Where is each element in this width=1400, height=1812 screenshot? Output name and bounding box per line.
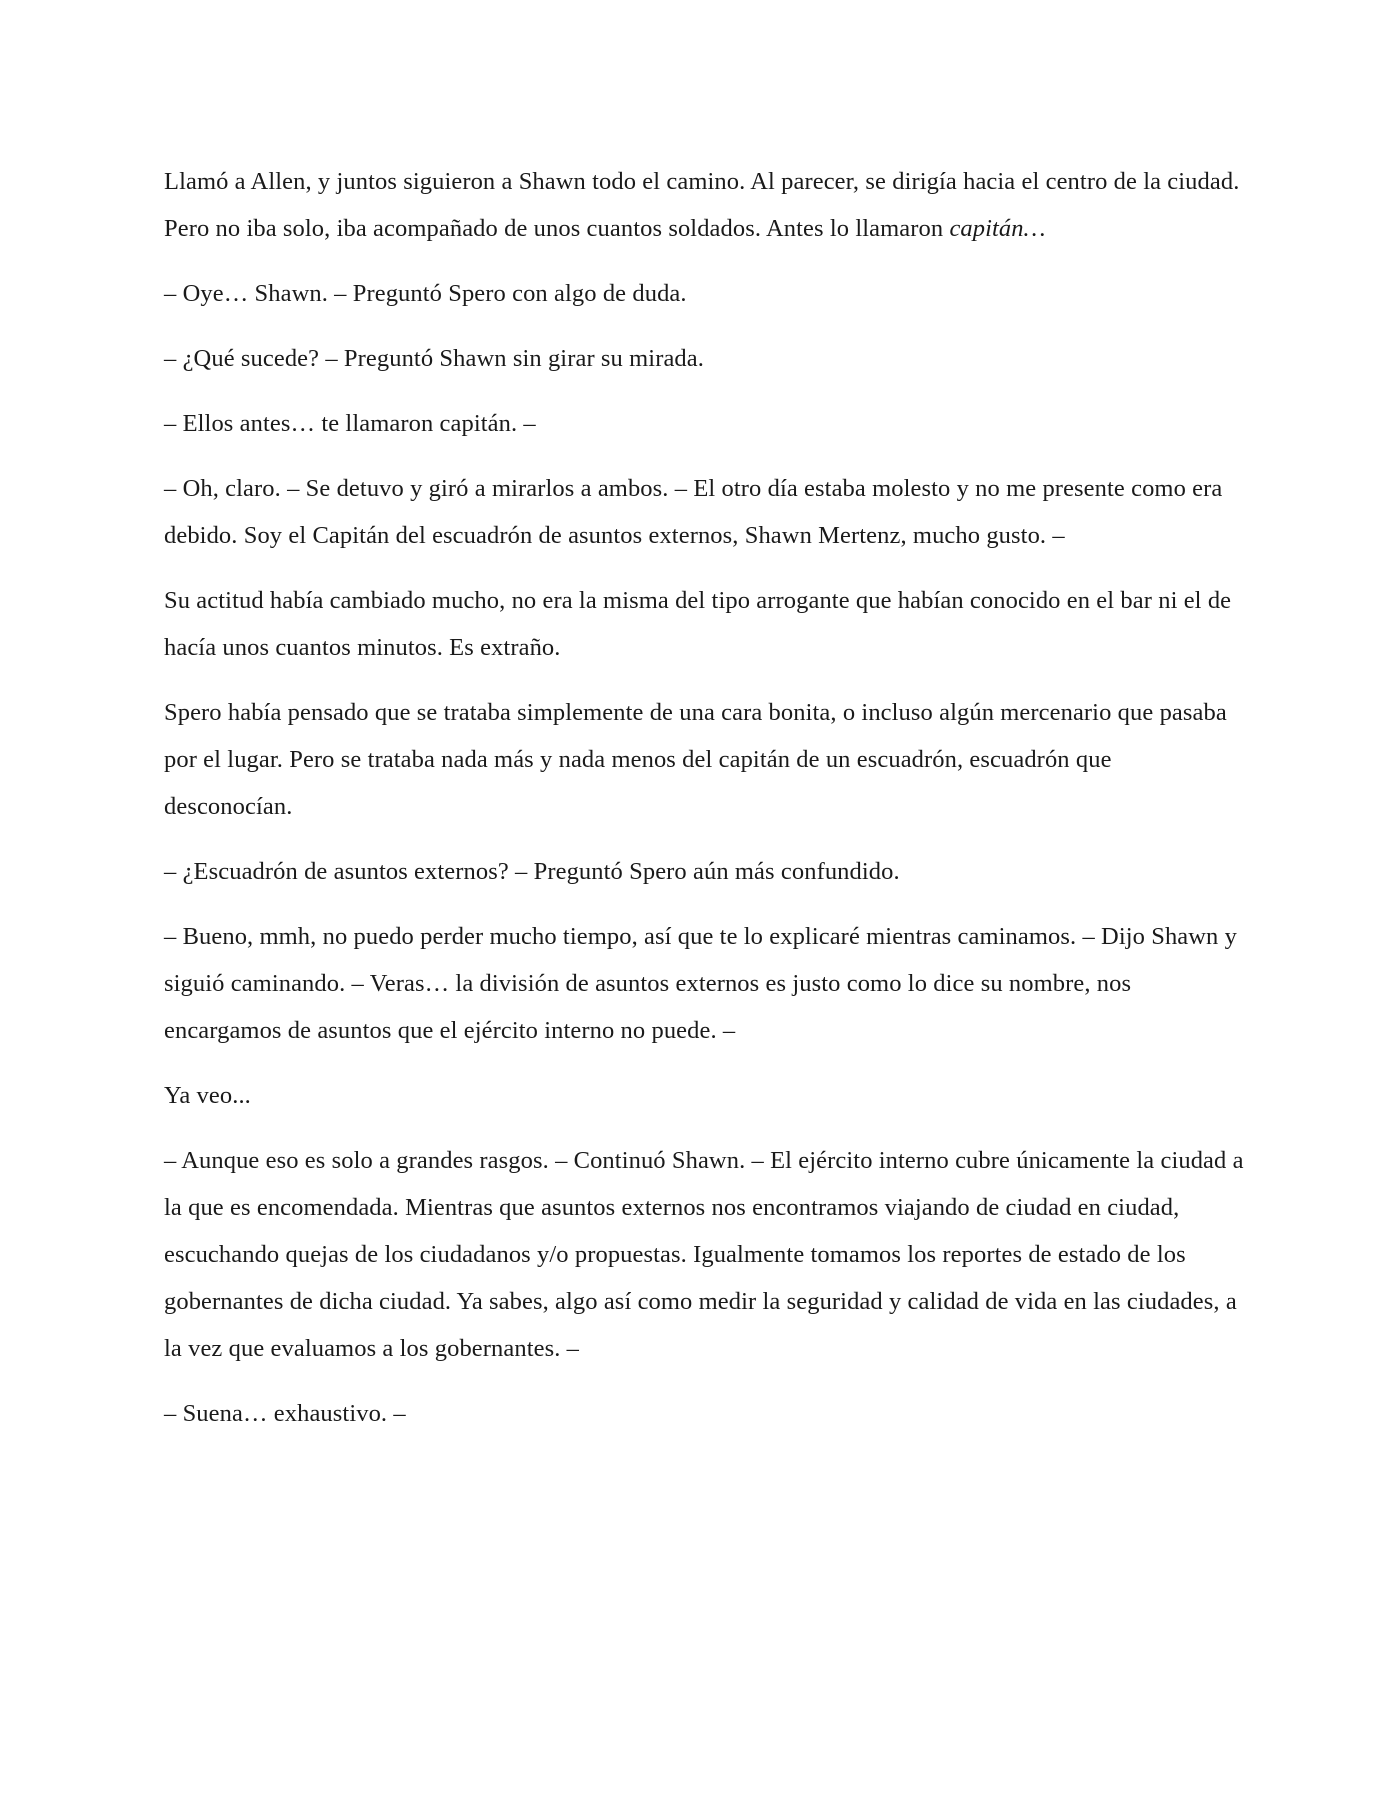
paragraph-7: Spero había pensado que se trataba simplemente de una cara bonita, o incluso algún mercenario que pasaba por el lugar. Pero se trataba nada más y nada menos del capitán de un escuadrón, escuadrón que desconocían.: [164, 699, 1227, 820]
paragraph-1: [164, 158, 1244, 252]
paragraph-11: – Aunque eso es solo a grandes rasgos. – Continuó Shawn. – El ejército interno cubre únicamente la ciudad a la que es encomendada. Mientras que asuntos externos nos encontramos viajando de ciudad en ciudad, escuchando quejas de los ciudadanos y/o propuestas. Igualmente tomamos los reportes de estado de los gobernantes de dicha ciudad. Ya sabes, algo así como medir la seguridad y calidad de vida en las ciudades, a la vez que evaluamos a los gobernantes. –: [164, 1147, 1244, 1362]
paragraph-8: – ¿Escuadrón de asuntos externos? – Preguntó Spero aún más confundido.: [164, 858, 900, 885]
paragraph-9: – Bueno, mmh, no puedo perder mucho tiempo, así que te lo explicaré mientras caminamos. – Dijo Shawn y siguió caminando. – Veras… la división de asuntos externos es justo como lo dice su nombre, nos encargamos de asuntos que el ejército interno no puede. –: [164, 923, 1237, 1044]
paragraph-6: Su actitud había cambiado mucho, no era la misma del tipo arrogante que habían conocido en el bar ni el de hacía unos cuantos minutos. Es extraño.: [164, 587, 1232, 661]
paragraph-1-text: Llamó a Allen, y juntos siguieron a Shawn todo el camino. Al parecer, se dirigía hacia el centro de la ciudad. Pero no iba solo, iba acompañado de unos cuantos soldados. Antes lo llamaron: [164, 168, 1240, 242]
paragraph-5: – Oh, claro. – Se detuvo y giró a mirarlos a ambos. – El otro día estaba molesto y no me presente como era debido. Soy el Capitán del escuadrón de asuntos externos, Shawn Mertenz, mucho gusto. –: [164, 475, 1223, 549]
paragraph-2: – Oye… Shawn. – Preguntó Spero con algo de duda.: [164, 280, 687, 307]
paragraph-1-italic: capitán…: [949, 215, 1046, 242]
document-body: [164, 158, 1244, 1455]
paragraph-12: – Suena… exhaustivo. –: [164, 1400, 406, 1427]
paragraph-10: Ya veo...: [164, 1082, 251, 1109]
paragraph-4: – Ellos antes… te llamaron capitán. –: [164, 410, 536, 437]
paragraph-3: – ¿Qué sucede? – Preguntó Shawn sin girar su mirada.: [164, 345, 704, 372]
